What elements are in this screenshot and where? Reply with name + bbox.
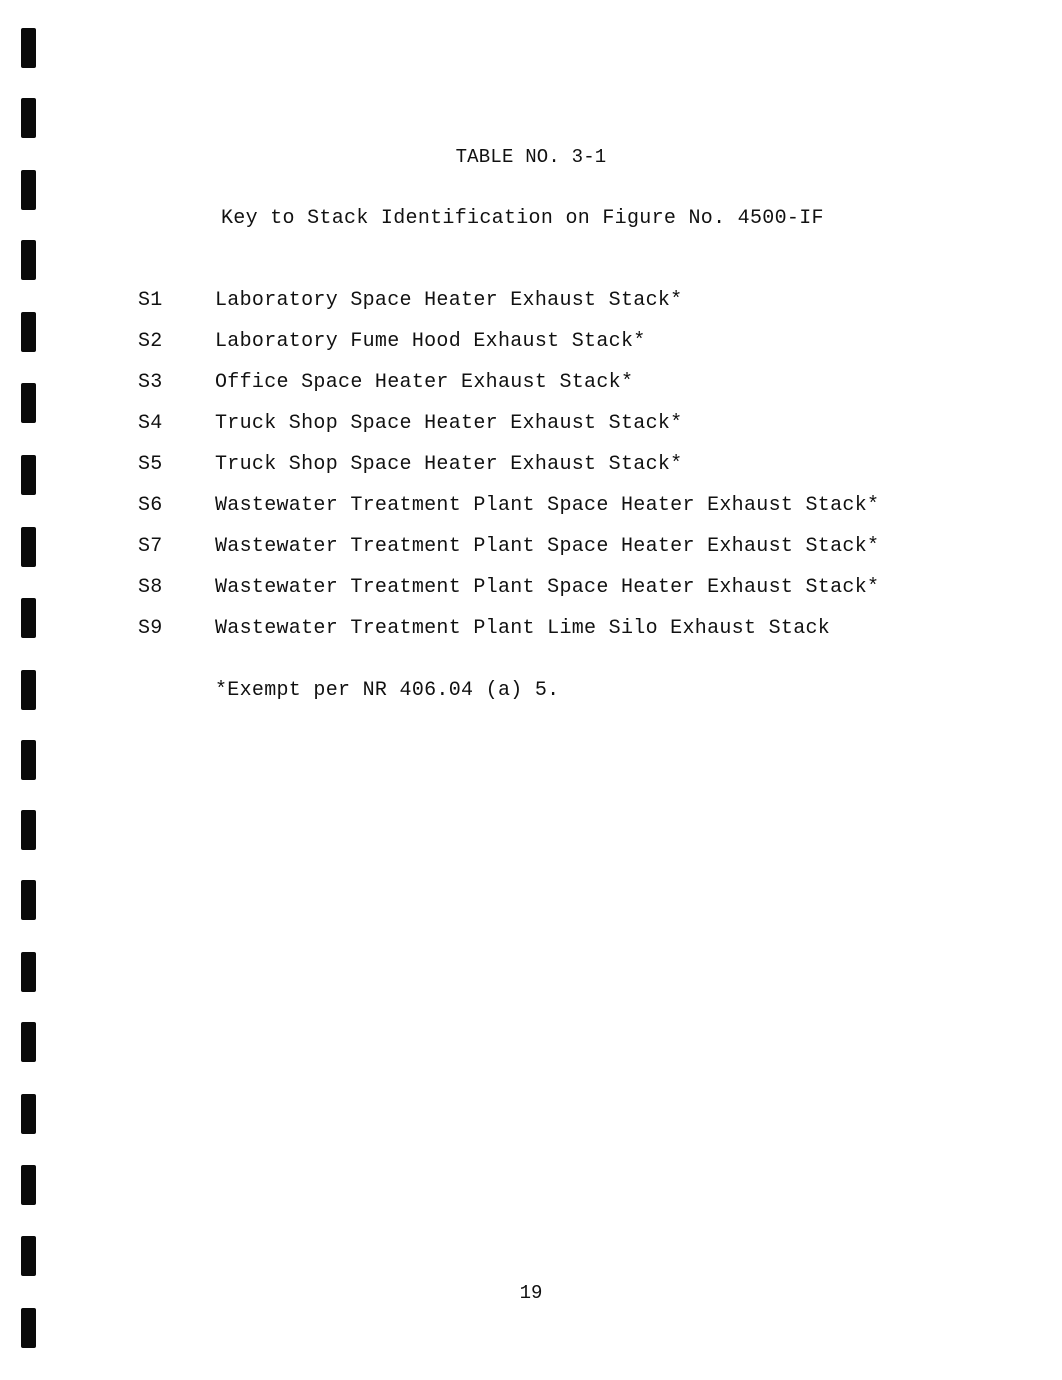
list-item <box>138 412 958 453</box>
binding-hole <box>21 810 36 850</box>
stack-description: Office Space Heater Exhaust Stack* <box>215 371 634 394</box>
footnote: *Exempt per NR 406.04 (a) 5. <box>215 679 560 702</box>
list-item <box>138 535 958 576</box>
binding-hole <box>21 28 36 68</box>
list-item <box>138 617 958 658</box>
binding-hole <box>21 527 36 567</box>
binding-hole <box>21 455 36 495</box>
binding-hole <box>21 1022 36 1062</box>
binding-hole <box>21 383 36 423</box>
stack-id: S5 <box>138 453 163 476</box>
binding-hole <box>21 312 36 352</box>
stack-id: S9 <box>138 617 163 640</box>
binding-hole <box>21 98 36 138</box>
stack-id: S6 <box>138 494 163 517</box>
stack-id: S1 <box>138 289 163 312</box>
stack-id: S7 <box>138 535 163 558</box>
binding-hole <box>21 952 36 992</box>
stack-description: Wastewater Treatment Plant Lime Silo Exhaust Stack <box>215 617 831 640</box>
stack-id: S2 <box>138 330 163 353</box>
stack-description: Truck Shop Space Heater Exhaust Stack* <box>215 412 683 435</box>
stack-description: Wastewater Treatment Plant Space Heater Exhaust Stack* <box>215 576 880 599</box>
stack-description: Wastewater Treatment Plant Space Heater Exhaust Stack* <box>215 494 880 517</box>
binding-hole <box>21 880 36 920</box>
stack-description: Truck Shop Space Heater Exhaust Stack* <box>215 453 683 476</box>
list-item <box>138 330 958 371</box>
binding-hole <box>21 598 36 638</box>
binding-hole <box>21 670 36 710</box>
binding-hole <box>21 1165 36 1205</box>
stack-list <box>138 289 958 658</box>
binding-hole <box>21 170 36 210</box>
list-item <box>138 453 958 494</box>
list-item <box>138 576 958 617</box>
stack-id: S8 <box>138 576 163 599</box>
binding-hole <box>21 1094 36 1134</box>
stack-description: Laboratory Fume Hood Exhaust Stack* <box>215 330 646 353</box>
stack-id: S4 <box>138 412 163 435</box>
stack-id: S3 <box>138 371 163 394</box>
table-title <box>0 146 1062 168</box>
list-item <box>138 371 958 412</box>
table-subtitle: Key to Stack Identification on Figure No. 4500-IF <box>221 207 824 230</box>
list-item <box>138 494 958 535</box>
table-title-text: TABLE NO. 3-1 <box>455 146 607 168</box>
list-item <box>138 289 958 330</box>
stack-description: Laboratory Space Heater Exhaust Stack* <box>215 289 683 312</box>
binding-hole <box>21 1236 36 1276</box>
binding-holes <box>21 0 37 1380</box>
page-number: 19 <box>519 1282 543 1304</box>
stack-description: Wastewater Treatment Plant Space Heater Exhaust Stack* <box>215 535 880 558</box>
binding-hole <box>21 240 36 280</box>
binding-hole <box>21 740 36 780</box>
binding-hole <box>21 1308 36 1348</box>
